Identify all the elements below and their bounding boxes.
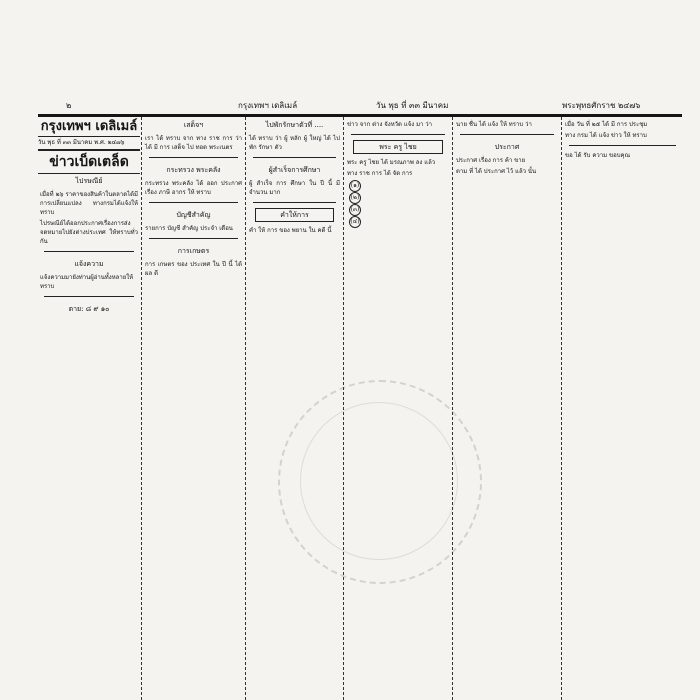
divider [460,134,554,135]
article-paragraph: ขอ ได้ รับ ความ ขอบคุณ [565,152,631,159]
column-4 [345,118,451,700]
article-paragraph: การ เกษตร ของ ประเทศ ใน ปี นี้ ได้ ผล ดี [145,261,242,277]
article-paragraph: ตาม ที่ ได้ ประกาศ ไว้ แล้ว นั้น [456,168,537,175]
list-item [345,204,451,216]
list-item [345,180,451,192]
list-item [345,216,451,228]
article-heading: บัญชีสำคัญ [176,211,211,219]
header-year: พระพุทธศักราช ๒๔๗๖ [562,101,641,110]
article-paragraph: ได้ ทราบ ว่า ผู้ หลัก ผู้ ใหญ่ ได้ ไป พัก รักษา ตัว [249,135,340,151]
article-paragraph: ข่าว จาก ต่าง จังหวัด แจ้ง มา ว่า [347,121,433,128]
article-paragraph: ทาง ราช การ ได้ จัด การ [347,170,413,177]
article-paragraph: ไปรษณีย์ได้ออกประกาศเรื่องการส่งจดหมายไปยังต่างประเทศ ให้ทราบทั่วกัน [40,220,138,245]
list-marker: (๓) [349,204,361,216]
masthead-title: กรุงเทพฯ เดลิเมล์ [38,118,140,137]
column-2 [143,118,244,700]
page-header [38,99,682,113]
divider [149,157,238,158]
article-heading: ผู้สำเร็จการศึกษา [268,166,321,174]
column-5 [454,118,560,700]
article-paragraph: คำ ให้ การ ของ พยาน ใน คดี นี้ [249,227,332,234]
header-rule [38,114,682,117]
masthead-subtitle: วัน พุธ ที่ ๓๓ มีนาคม พ.ศ. ๒๔๗๖ [38,137,140,151]
article-paragraph: กระทรวง พระคลัง ได้ ออก ประกาศ เรื่อง ภาษี อากร ให้ ทราบ [145,180,242,196]
column-rule [452,117,453,700]
divider [351,134,445,135]
article-paragraph: แจ้งความมายังท่านผู้อ่านทั้งหลายให้ทราบ [40,274,134,290]
article-heading: เสด็จฯ [183,121,204,129]
article-heading: ไปรษณีย์ [75,177,103,185]
article-paragraph: เมื่อที่ ๒๖ ราคาของสินค้าในตลาดได้มีการเปลี่ยนแปลง ทางกรมได้แจ้งให้ทราบ [40,191,138,216]
divider [149,202,238,203]
article-paragraph: ทาง กรม ได้ แจ้ง ข่าว ให้ ทราบ [565,132,647,139]
header-paper-name: กรุงเทพฯ เดลิเมล์ [238,101,298,110]
article-paragraph: ประกาศ เรื่อง การ ค้า ขาย [456,157,526,164]
article-paragraph: เรา ได้ ทราบ จาก ทาง ราช การ ว่า ได้ มี การ เสด็จ ไป ทอด พระเนตร [145,135,242,151]
column-3 [247,118,342,700]
list-marker: (๒) [349,192,361,204]
column-rule [343,117,344,700]
article-heading: พระ ครู ไชย [353,140,443,154]
divider [569,145,676,146]
divider [253,202,336,203]
article-heading: ไปพักรักษาตัวที่ .... [265,121,324,129]
divider [44,251,134,252]
column-rule [141,117,142,700]
divider [44,296,134,297]
article-paragraph: เมื่อ วัน ที่ ๒๕ ได้ มี การ ประชุม [565,121,648,128]
article-paragraph: นาย ชื่น ได้ แจ้ง ให้ ทราบ ว่า [456,121,532,128]
article-heading: แจ้งความ [74,260,104,268]
section-title: ข่าวเบ็ดเตล็ด [38,151,140,174]
column-1 [38,118,140,700]
column-rule [245,117,246,700]
column-6 [563,118,682,700]
article-paragraph: รายการ บัญชี สำคัญ ประจำ เดือน [145,225,233,232]
header-date: วัน พุธ ที่ ๓๓ มีนาคม [376,101,449,110]
page-number: ๒ [66,101,72,110]
divider [149,238,238,239]
article-heading: การเกษตร [177,247,210,255]
column-rule [561,117,562,700]
article-heading: ตาย: ๘ ๙ ๑๐ [68,305,110,313]
article-heading: คำให้การ [255,208,334,222]
divider [253,157,336,158]
article-heading: ประกาศ [494,143,520,151]
article-paragraph: ผู้ สำเร็จ การ ศึกษา ใน ปี นี้ มี จำนวน มาก [249,180,340,196]
list-marker: (๑) [349,180,361,192]
list-marker: (๔) [349,216,361,228]
list-item [345,192,451,204]
article-paragraph: พระ ครู ไชย ได้ มรณภาพ ลง แล้ว [347,159,436,166]
article-heading: กระทรวง พระคลัง [166,166,221,174]
